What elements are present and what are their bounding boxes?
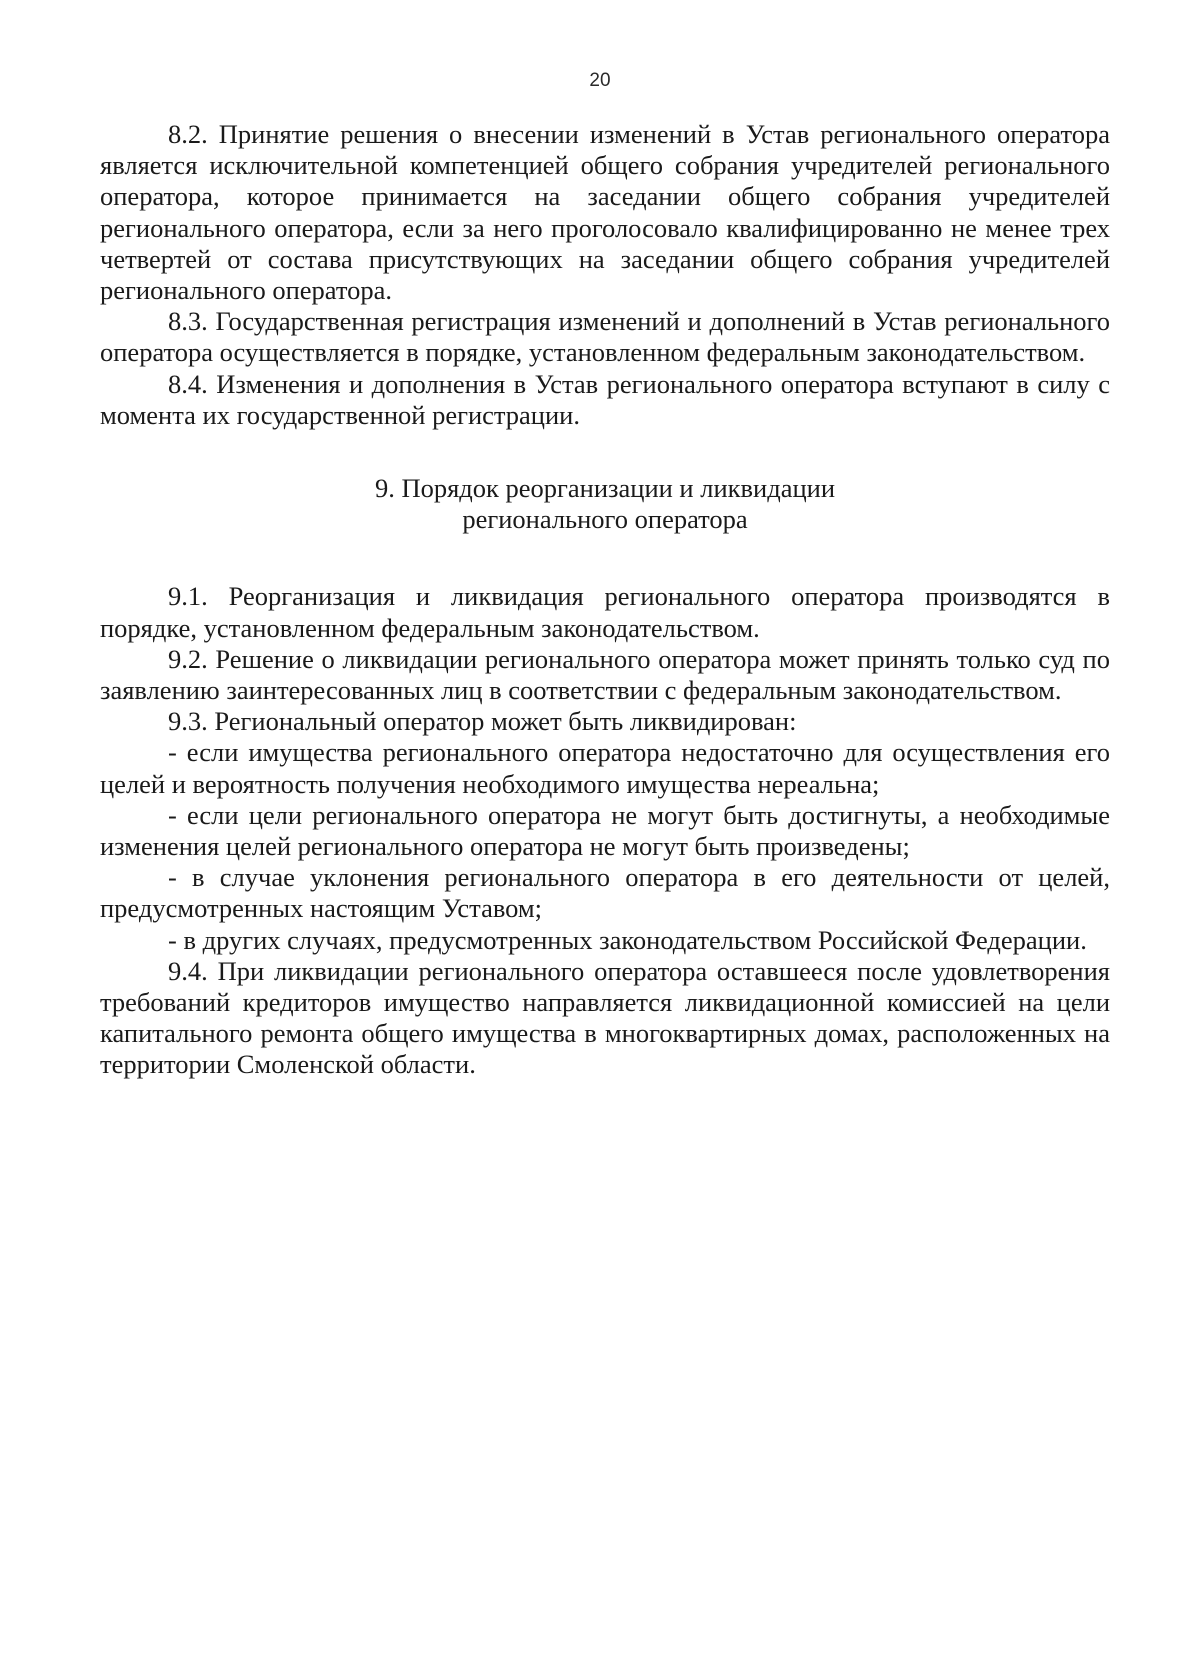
list-item-goals-unreachable: - если цели регионального оператора не могут быть достигнуты, а необходимые изменения целей регионального оператора не могут быть произведены; — [100, 799, 1110, 862]
list-item-other-cases: - в других случаях, предусмотренных законодательством Российской Федерации. — [168, 924, 1087, 955]
paragraph-9-3: 9.3. Региональный оператор может быть ликвидирован: — [168, 706, 797, 737]
paragraph-8-2: 8.2. Принятие решения о внесении изменений в Устав регионального оператора является исключительной компетенцией общего собрания учредителей регионального оператора, которое принимается на заседании общего собрания учредителей регионального оператора, если за него проголосовало квалифицированно не менее трех четвертей от состава присутствующих на заседании общего собрания учредителей регионального оператора. — [100, 119, 1110, 306]
paragraph-8-3: 8.3. Государственная регистрация изменений и дополнений в Устав регионального оператора осуществляется в порядке, установленном федеральным законодательством. — [100, 306, 1110, 368]
document-body — [100, 119, 1110, 1081]
paragraph-8-4: 8.4. Изменения и дополнения в Устав регионального оператора вступают в силу с момента их государственной регистрации. — [100, 368, 1110, 430]
list-item-deviation-from-goals: - в случае уклонения регионального оператора в его деятельности от целей, предусмотренных настоящим Уставом; — [100, 862, 1110, 924]
paragraph-9-4: 9.4. При ликвидации регионального оператора оставшееся после удовлетворения требований кредиторов имущество направляется ликвидационной комиссией на цели капитального ремонта общего имущества в многоквартирных домах, расположенных на территории Смоленской области. — [100, 955, 1110, 1080]
list-item-insufficient-property: - если имущества регионального оператора недостаточно для осуществления его целей и вероятность получения необходимого имущества нереальна; — [100, 737, 1110, 799]
paragraph-9-2: 9.2. Решение о ликвидации регионального оператора может принять только суд по заявлению заинтересованных лиц в соответствии с федеральным законодательством. — [100, 643, 1110, 706]
section-heading-line-2: регионального оператора — [462, 504, 748, 535]
page-number: 20 — [589, 70, 611, 91]
section-heading-9 — [100, 473, 1110, 535]
section-heading-line-1: 9. Порядок реорганизации и ликвидации — [374, 473, 836, 504]
paragraph-9-1: 9.1. Реорганизация и ликвидация регионального оператора производятся в порядке, установленном федеральным законодательством. — [100, 581, 1110, 643]
